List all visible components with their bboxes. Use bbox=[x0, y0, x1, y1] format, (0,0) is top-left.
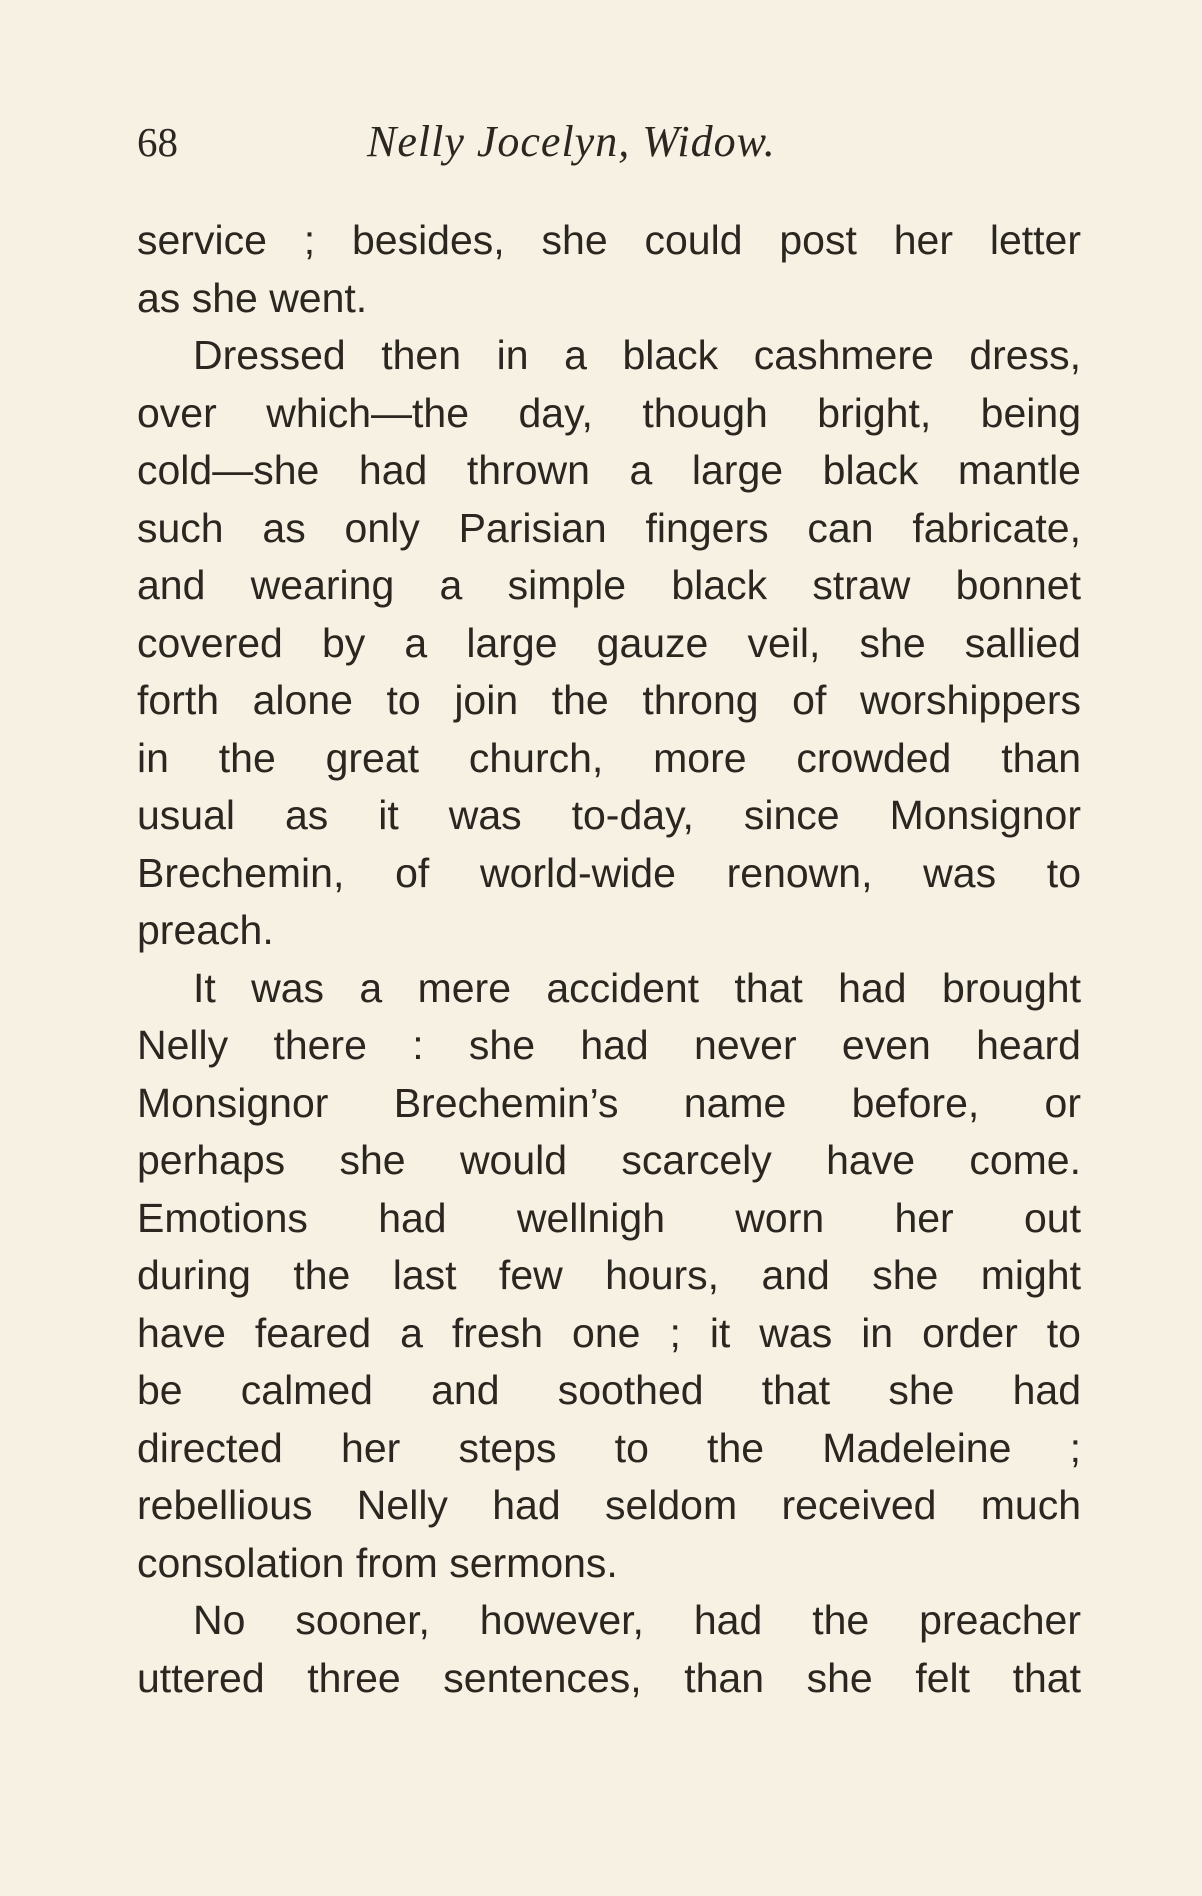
text-line: preach. bbox=[137, 907, 274, 953]
text-line: rebellious Nelly had seldom received much bbox=[137, 1482, 1081, 1528]
text-line: No sooner, however, had the preacher bbox=[193, 1597, 1081, 1643]
running-head bbox=[137, 112, 877, 172]
text-line: covered by a large gauze veil, she sallied bbox=[137, 619, 1081, 666]
text-line: Emotions had wellnigh worn her out bbox=[137, 1194, 1081, 1241]
text-line: forth alone to join the throng of worshippers bbox=[137, 677, 1081, 723]
text-line: and wearing a simple black straw bonnet bbox=[137, 562, 1081, 608]
text-line: such as only Parisian fingers can fabricate, bbox=[137, 504, 1081, 551]
text-line: uttered three sentences, than she felt that bbox=[137, 1654, 1081, 1701]
page-number: 68 bbox=[137, 119, 178, 165]
text-line: consolation from sermons. bbox=[137, 1539, 618, 1586]
running-title: Nelly Jocelyn, Widow. bbox=[367, 117, 776, 166]
text-line: have feared a fresh one ; it was in order to bbox=[137, 1309, 1081, 1356]
body-text bbox=[137, 212, 1081, 1707]
text-line: cold—she had thrown a large black mantle bbox=[137, 447, 1081, 493]
text-line: Dressed then in a black cashmere dress, bbox=[193, 332, 1081, 378]
text-line: Brechemin, of world-wide renown, was to bbox=[137, 849, 1081, 896]
text-line: during the last few hours, and she might bbox=[137, 1252, 1081, 1298]
text-line: Nelly there : she had never even heard bbox=[137, 1022, 1081, 1068]
text-line: as she went. bbox=[137, 274, 368, 321]
text-line: usual as it was to-day, since Monsignor bbox=[137, 792, 1081, 838]
text-line: Monsignor Brechemin’s name before, or bbox=[137, 1079, 1081, 1126]
text-line: be calmed and soothed that she had bbox=[137, 1367, 1081, 1413]
text-line: in the great church, more crowded than bbox=[137, 734, 1081, 781]
text-line: service ; besides, she could post her letter bbox=[137, 217, 1081, 263]
text-line: It was a mere accident that had brought bbox=[193, 964, 1081, 1011]
text-line: perhaps she would scarcely have come. bbox=[137, 1137, 1081, 1183]
text-line: over which—the day, though bright, being bbox=[137, 389, 1081, 436]
text-line: directed her steps to the Madeleine ; bbox=[137, 1424, 1081, 1471]
